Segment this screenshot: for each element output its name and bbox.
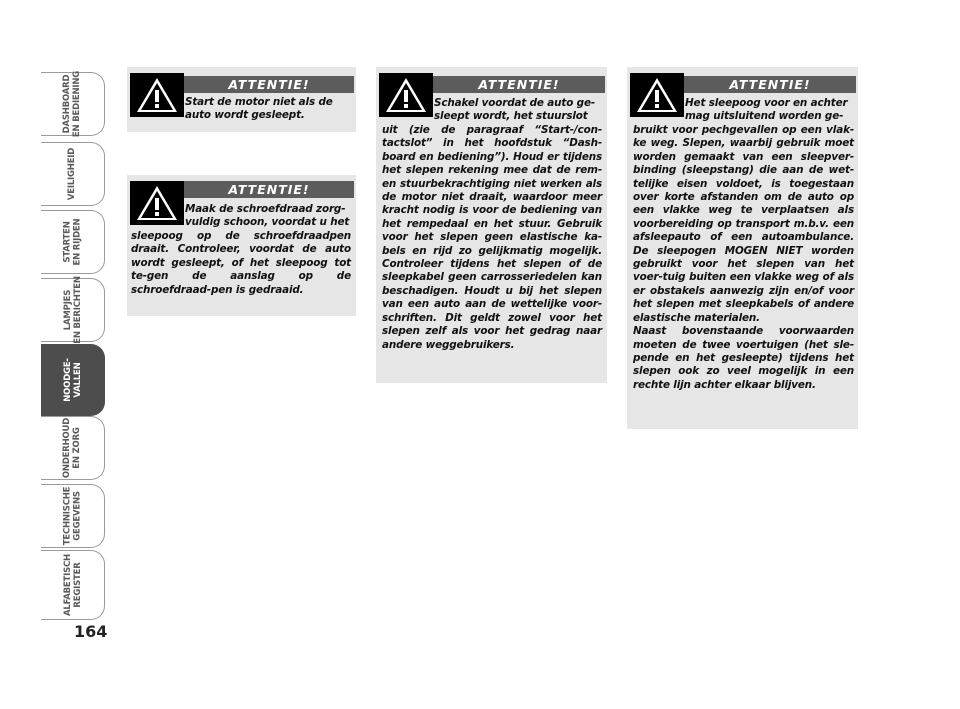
tab-label: STARTEN EN RIJDEN — [62, 218, 83, 266]
tab-label: TECHNISCHE GEGEVENS — [62, 486, 83, 546]
warning-triangle-icon — [130, 181, 184, 225]
warning-box — [376, 67, 607, 383]
warning-text-body: sleepoog op de schroefdraadpen draait. Controleer, voordat de auto wordt gesleept, of het sleepoog tot te-gen de aanslag op de schroefdraad-pen is gedraaid. — [131, 230, 351, 296]
tab-starten[interactable] — [41, 210, 105, 274]
warning-text-body: uit (zie de paragraaf “Start-/con-tactslot” in het hoofdstuk “Dash-board en bediening”). Houd er tijdens het slepen rekening mee dat de rem-en stuurbekrachtiging niet werken als de motor niet draait, waardoor meer kracht nodig is voor de bediening van het rempedaal en het stuur. Gebruik voor het slepen geen elastische ka-bels en rijd zo gelijkmatig mogelijk. Controleer tijdens het slepen of de sleepkabel geen carrosseriedelen kan beschadigen. Houdt u bij het slepen van een auto aan de wettelijke voor-schriften. Dit geldt zowel voor het slepen zelf als voor het gedrag naar andere weggebruikers. — [382, 124, 602, 351]
warning-text-intro: Het sleepoog voor en achter mag uitsluitend worden ge- — [685, 97, 848, 123]
warning-heading: ATTENTIE! — [184, 76, 354, 93]
tab-label: NOODGE- VALLEN — [62, 358, 83, 402]
tab-technische[interactable] — [41, 484, 105, 548]
tab-label: ONDERHOUD EN ZORG — [62, 417, 83, 479]
warning-box — [127, 175, 356, 316]
tab-label: VEILIGHEID — [67, 147, 78, 201]
warning-triangle-icon — [630, 73, 684, 117]
tab-label: ALFABETISCH REGISTER — [62, 554, 83, 616]
warning-triangle-icon — [130, 73, 184, 117]
tab-onderhoud[interactable] — [41, 416, 105, 480]
tab-lampjes[interactable] — [41, 278, 105, 342]
warning-box — [627, 67, 858, 429]
tab-noodgevallen[interactable] — [41, 344, 105, 416]
warning-heading: ATTENTIE! — [433, 76, 605, 93]
tab-label: LAMPJES EN BERICHTEN — [62, 276, 83, 344]
warning-box — [127, 67, 356, 132]
warning-text: Start de motor niet als de auto wordt gesleept. — [185, 96, 333, 122]
warning-text-intro: Maak de schroefdraad zorg- vuldig schoon, voordat u het — [185, 203, 350, 229]
page-number: 164 — [74, 622, 108, 641]
tab-veiligheid[interactable] — [41, 142, 105, 206]
warning-text-body: bruikt voor pechgevallen op een vlak-ke weg. Slepen, waarbij gebruik moet worden gemaakt van een sleepver-binding (sleepstang) die aan de wet-telijke eisen voldoet, is toegestaan over korte afstanden om de auto op een vlakke weg te verplaatsen als voorbereiding op transport m.b.v. een afsleepauto of een autoambulance. De sleepogen MOGEN NIET worden gebruikt voor het slepen van het voer-tuig buiten een vlakke weg of als er obstakels aanwezig zijn en/of voor het slepen met sleepkabels of andere elastische materialen. Naast bovenstaande voorwaarden moeten de twee voertuigen (het sle-pende en het gesleepte) tijdens het slepen ook zo veel mogelijk in een rechte lijn achter elkaar blijven. — [633, 124, 854, 391]
warning-heading: ATTENTIE! — [184, 181, 354, 198]
tab-alfabetisch[interactable] — [41, 550, 105, 620]
tab-label: DASHBOARD EN BEDIENING — [62, 70, 83, 138]
warning-text-intro: Schakel voordat de auto ge- sleept wordt, het stuurslot — [434, 97, 596, 123]
warning-heading: ATTENTIE! — [684, 76, 856, 93]
tab-dashboard[interactable] — [41, 72, 105, 136]
warning-triangle-icon — [379, 73, 433, 117]
